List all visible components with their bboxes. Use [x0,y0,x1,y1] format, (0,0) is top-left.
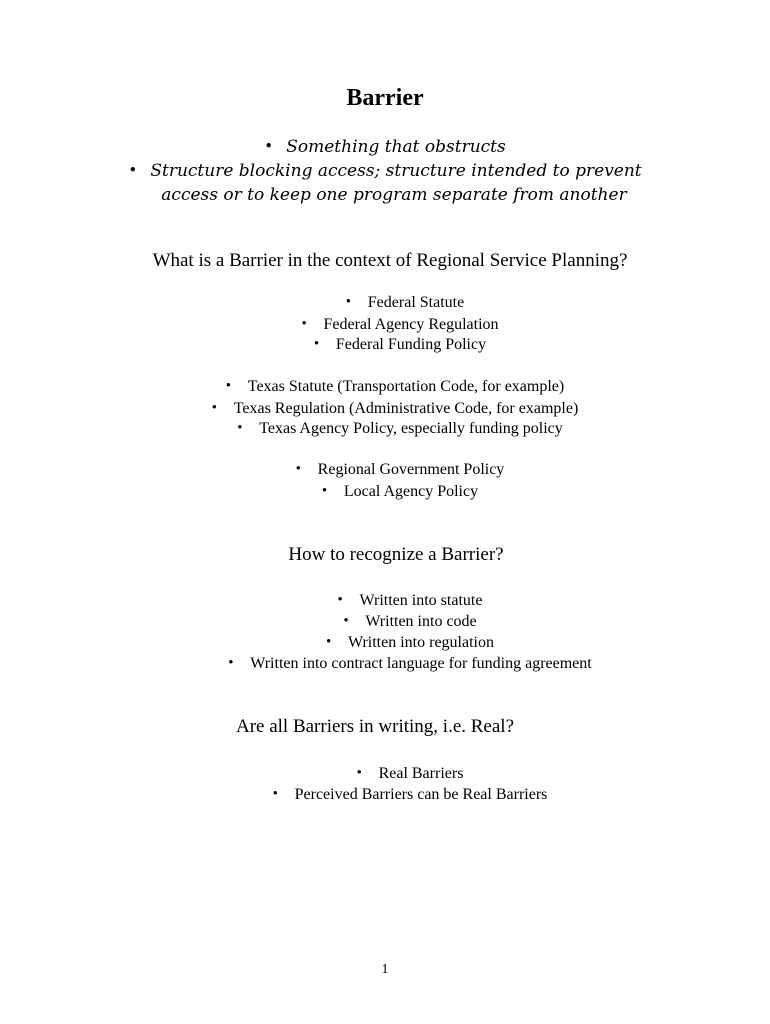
bullet-icon: • [337,592,343,608]
list-item: • Regional Government Policy [295,461,505,478]
list-item: • Federal Funding Policy [313,336,487,353]
bullet-icon: • [321,483,328,499]
definition-text: access or to keep one program separate from another [161,185,627,205]
bullet-icon: • [228,655,234,671]
list-item: • Texas Agency Policy, especially funding policy [237,420,563,437]
bullet-icon: • [301,316,307,332]
bullet-icon: • [326,634,332,650]
definition-text: Structure blocking access; structure intended to prevent [150,161,642,181]
bullet-icon: • [211,400,217,416]
bullet-icon: • [225,378,232,394]
bullet-icon: • [295,461,301,477]
list-item: • Federal Statute [345,294,465,311]
bullet-icon: • [128,161,138,179]
definition-item [0,135,770,159]
definition-text: Something that obstructs [286,137,506,157]
section-heading: How to recognize a Barrier? [288,544,504,565]
definition-item [0,159,770,183]
list-item: • Texas Regulation (Administrative Code, for example) [211,400,579,417]
bullet-icon: • [237,420,243,436]
list-item: • Local Agency Policy [321,483,479,500]
bullet-icon: • [343,613,349,629]
page-title: Barrier [346,85,424,111]
section-heading: Are all Barriers in writing, i.e. Real? [235,716,515,737]
bullet-icon: • [313,336,320,352]
list-item: • Texas Statute (Transportation Code, for example) [225,378,565,395]
list-item: • Perceived Barriers can be Real Barriers [272,786,548,803]
list-item: • Written into contract language for funding agreement [228,655,592,672]
section-heading: What is a Barrier in the context of Regional Service Planning? [152,250,628,271]
bullet-icon: • [356,765,362,781]
list-item: • Real Barriers [356,765,464,782]
list-item: • Written into regulation [326,634,494,651]
list-item: • Written into code [343,613,477,630]
list-item: • Federal Agency Regulation [301,316,499,333]
bullet-icon: • [264,137,274,155]
bullet-icon: • [272,786,278,802]
definition-continuation [0,183,770,207]
list-item: • Written into statute [337,592,483,609]
page-number: 1 [381,962,389,977]
bullet-icon: • [345,294,352,310]
